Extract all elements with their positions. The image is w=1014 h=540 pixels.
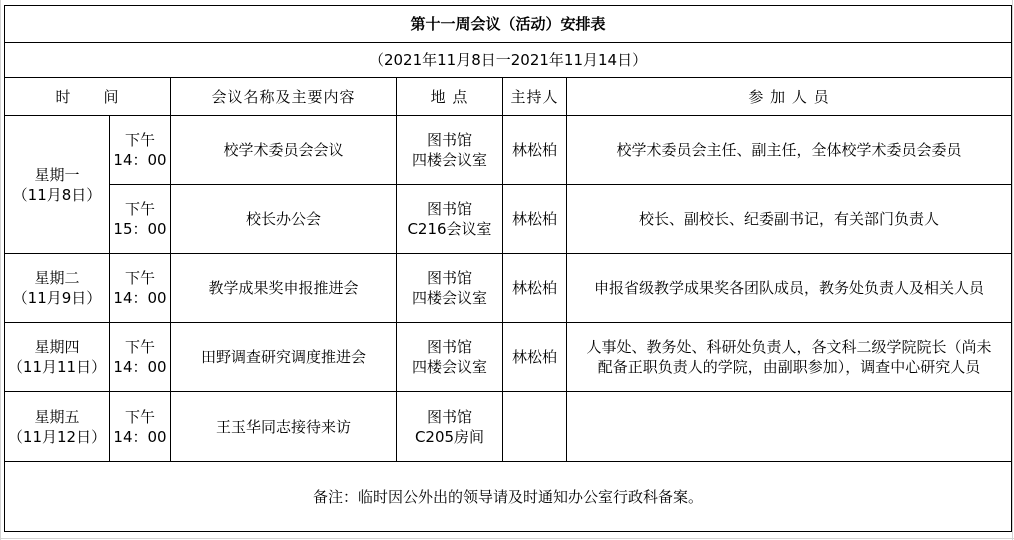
time-period: 下午 bbox=[124, 269, 155, 287]
sheet-gridline bbox=[0, 0, 1, 540]
location-building: 图书馆 bbox=[426, 200, 472, 218]
day-label: 星期四 bbox=[34, 338, 80, 356]
location-building: 图书馆 bbox=[426, 269, 472, 287]
location-building: 图书馆 bbox=[426, 131, 472, 149]
time-period: 下午 bbox=[124, 407, 155, 426]
time-value: 14：00 bbox=[113, 358, 167, 376]
participants-cell bbox=[567, 254, 1012, 323]
schedule-table bbox=[4, 5, 1012, 532]
time-period: 下午 bbox=[124, 131, 155, 149]
meeting-cell: 校长办公会 bbox=[171, 185, 397, 254]
page-title: 第十一周会议（活动）安排表 bbox=[5, 6, 1012, 43]
time-cell bbox=[110, 254, 171, 323]
meeting-cell: 王玉华同志接待来访 bbox=[171, 392, 397, 462]
day-date: （11月12日） bbox=[7, 427, 107, 446]
location-building: 图书馆 bbox=[426, 407, 472, 426]
host-cell: 林松柏 bbox=[503, 323, 567, 392]
location-room: C216会议室 bbox=[407, 220, 492, 238]
day-cell bbox=[5, 116, 110, 254]
participants-cell bbox=[567, 116, 1012, 185]
date-range: （2021年11月8日一2021年11月14日） bbox=[5, 43, 1012, 78]
time-cell bbox=[110, 323, 171, 392]
location-room: 四楼会议室 bbox=[411, 151, 487, 169]
day-date: （11月11日） bbox=[7, 358, 107, 376]
location-building: 图书馆 bbox=[426, 338, 472, 356]
host-cell bbox=[503, 392, 567, 462]
header-meeting: 会议名称及主要内容 bbox=[171, 78, 397, 116]
participants-line: 校学术委员会主任、副主任，全体校学术委员会委员 bbox=[616, 141, 962, 159]
day-cell bbox=[5, 392, 110, 462]
time-cell bbox=[110, 116, 171, 185]
host-cell: 林松柏 bbox=[503, 116, 567, 185]
time-value: 14：00 bbox=[113, 289, 167, 307]
header-location: 地 点 bbox=[397, 78, 503, 116]
participants-cell bbox=[567, 323, 1012, 392]
sheet-gridline bbox=[1012, 0, 1013, 540]
table-row bbox=[5, 185, 1012, 254]
table-row bbox=[5, 392, 1012, 462]
time-period: 下午 bbox=[124, 338, 155, 356]
participants-line: 配备正职负责人的学院，由副职参加），调查中心研究人员 bbox=[597, 358, 981, 376]
participants-line: 人事处、教务处、科研处负责人，各文科二级学院院长（尚未 bbox=[586, 338, 992, 356]
host-cell: 林松柏 bbox=[503, 185, 567, 254]
header-participants: 参 加 人 员 bbox=[567, 78, 1012, 116]
day-date: （11月8日） bbox=[12, 185, 102, 204]
table-row bbox=[5, 254, 1012, 323]
participants-cell bbox=[567, 185, 1012, 254]
table-row bbox=[5, 116, 1012, 185]
time-value: 14：00 bbox=[113, 427, 167, 446]
location-room: C205房间 bbox=[414, 427, 485, 446]
location-room: 四楼会议室 bbox=[411, 358, 487, 376]
header-host: 主持人 bbox=[503, 78, 567, 116]
time-value: 15：00 bbox=[113, 220, 167, 238]
day-cell bbox=[5, 323, 110, 392]
day-label: 星期二 bbox=[34, 269, 80, 287]
time-cell bbox=[110, 185, 171, 254]
meeting-cell: 教学成果奖申报推进会 bbox=[171, 254, 397, 323]
day-cell bbox=[5, 254, 110, 323]
day-label: 星期五 bbox=[34, 407, 80, 426]
sheet-gridline bbox=[0, 538, 1014, 539]
day-date: （11月9日） bbox=[12, 289, 102, 307]
participants-line: 申报省级教学成果奖各团队成员，教务处负责人及相关人员 bbox=[594, 279, 985, 297]
header-row bbox=[5, 78, 1012, 116]
participants-line: 校长、副校长、纪委副书记，有关部门负责人 bbox=[639, 210, 940, 228]
location-room: 四楼会议室 bbox=[411, 289, 487, 307]
day-label: 星期一 bbox=[34, 165, 80, 184]
location-cell bbox=[397, 116, 503, 185]
location-cell bbox=[397, 254, 503, 323]
note: 备注：临时因公外出的领导请及时通知办公室行政科备案。 bbox=[5, 462, 1012, 532]
time-period: 下午 bbox=[124, 200, 155, 218]
participants-cell bbox=[567, 392, 1012, 462]
meeting-cell: 田野调查研究调度推进会 bbox=[171, 323, 397, 392]
meeting-cell: 校学术委员会会议 bbox=[171, 116, 397, 185]
host-cell: 林松柏 bbox=[503, 254, 567, 323]
header-time: 时 间 bbox=[5, 78, 171, 116]
location-cell bbox=[397, 392, 503, 462]
table-row bbox=[5, 323, 1012, 392]
time-cell bbox=[110, 392, 171, 462]
time-value: 14：00 bbox=[113, 151, 167, 169]
location-cell bbox=[397, 185, 503, 254]
location-cell bbox=[397, 323, 503, 392]
